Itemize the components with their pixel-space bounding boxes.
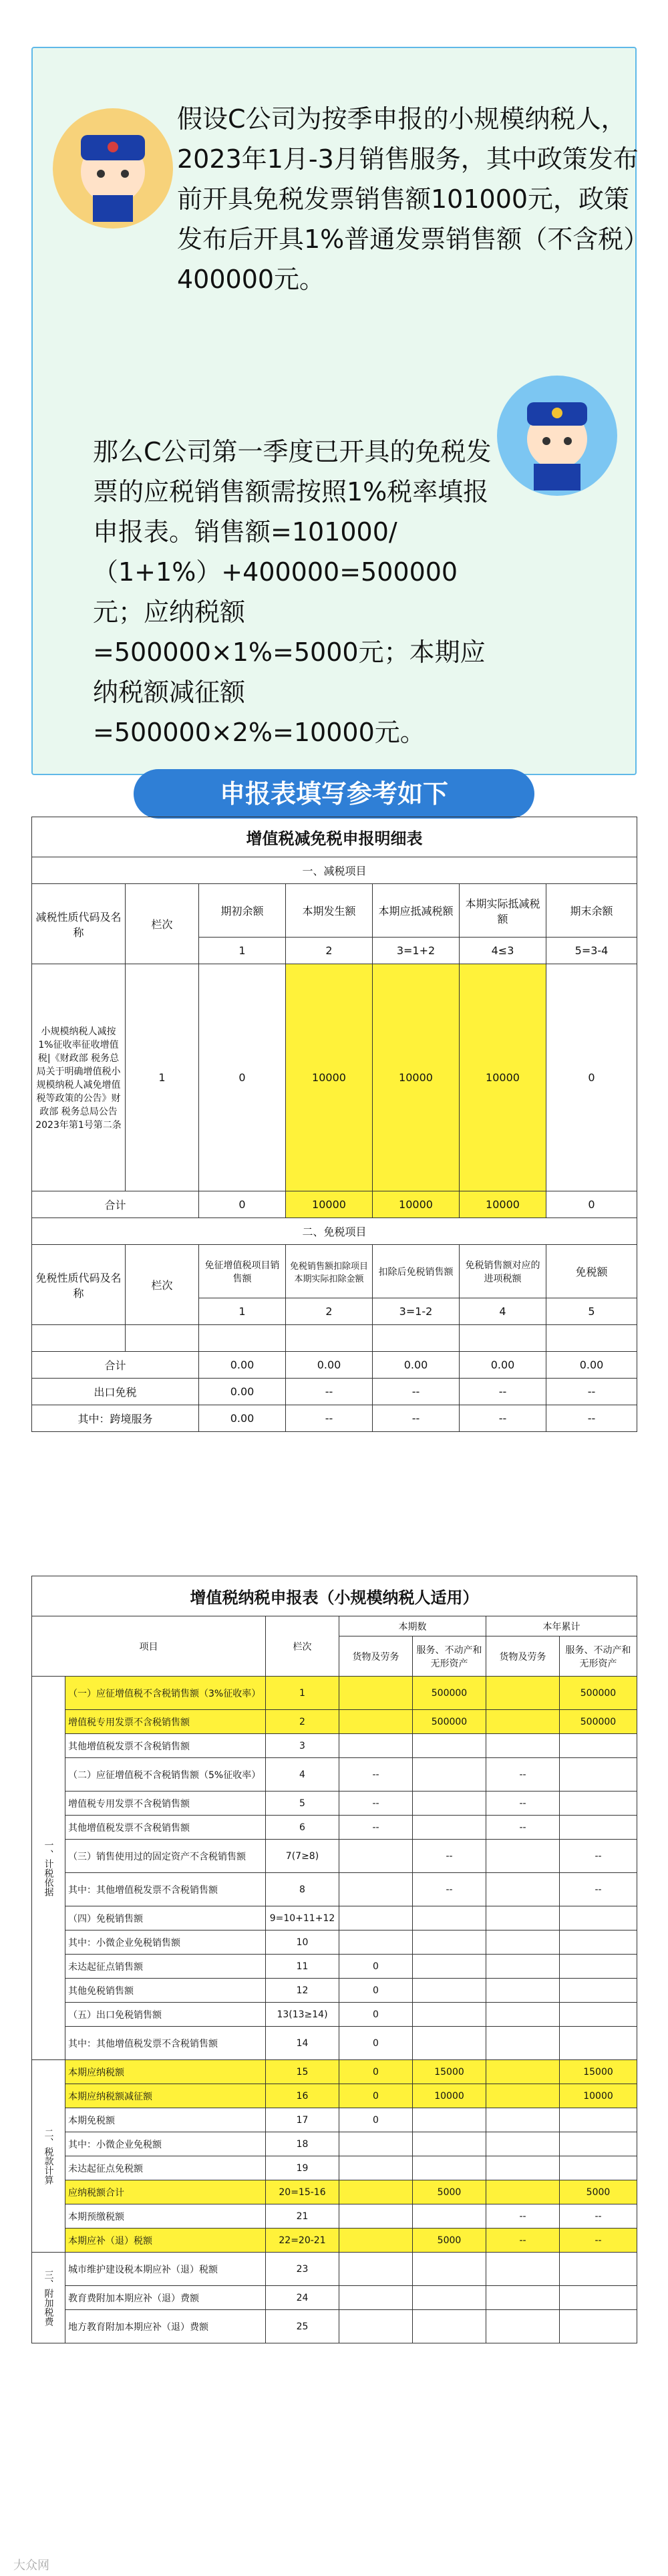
cell	[339, 2180, 413, 2204]
cell	[560, 1758, 637, 1792]
cell	[413, 1906, 486, 1930]
cell	[339, 1840, 413, 1873]
cell	[413, 2027, 486, 2060]
row-no: 9=10+11+12	[266, 1906, 339, 1930]
cell: --	[460, 1379, 546, 1405]
cell: --	[546, 1379, 637, 1405]
row-no: 4	[266, 1758, 339, 1792]
cell: --	[373, 1405, 460, 1432]
header-goods: 货物及劳务	[339, 1636, 413, 1677]
table-row	[32, 2132, 637, 2156]
cell	[339, 2204, 413, 2229]
header-services: 服务、不动产和无形资产	[560, 1636, 637, 1677]
cell: 0	[199, 964, 286, 1191]
section-banner	[134, 769, 534, 819]
col-no: 5	[546, 1298, 637, 1325]
tax-officer-male-icon	[497, 376, 617, 496]
cell	[339, 1710, 413, 1734]
table-row	[32, 2084, 637, 2108]
header-code: 免税性质代码及名称	[32, 1245, 126, 1325]
col-no: 1	[199, 1298, 286, 1325]
table-row	[32, 2027, 637, 2060]
table-row	[32, 1710, 637, 1734]
cell: 5000	[413, 2229, 486, 2253]
cell	[486, 2027, 560, 2060]
cell	[486, 2253, 560, 2286]
cell	[486, 1734, 560, 1758]
table-row	[32, 1840, 637, 1873]
cell	[560, 1906, 637, 1930]
cell	[486, 1906, 560, 1930]
row-item: 本期预缴税额	[65, 2204, 266, 2229]
table-row	[32, 2286, 637, 2310]
header-services: 服务、不动产和无形资产	[413, 1636, 486, 1677]
header-goods: 货物及劳务	[486, 1636, 560, 1677]
cell	[560, 1979, 637, 2003]
cell	[339, 2310, 413, 2343]
cell: --	[286, 1405, 373, 1432]
cell	[413, 2132, 486, 2156]
col-no: 4	[460, 1298, 546, 1325]
reduction-description: 小规模纳税人减按1%征收率征收增值税|《财政部 税务总局关于明确增值税小规模纳税人减免增值税等政策的公告》财政部 税务总局公告2023年第1号第二条	[32, 964, 126, 1191]
vat-return-table	[31, 1576, 637, 2343]
cell	[560, 2132, 637, 2156]
row-item: 教育费附加本期应补（退）费额	[65, 2286, 266, 2310]
cell: 0.00	[373, 1352, 460, 1379]
cell: 0	[339, 2084, 413, 2108]
cell	[560, 2310, 637, 2343]
table-row	[32, 2253, 637, 2286]
cell	[413, 2253, 486, 2286]
cell	[413, 2108, 486, 2132]
cell	[339, 1677, 413, 1710]
cell	[339, 1734, 413, 1758]
cell	[486, 1979, 560, 2003]
cell	[413, 2204, 486, 2229]
row-item: 其中：小微企业免税额	[65, 2132, 266, 2156]
row-no: 21	[266, 2204, 339, 2229]
cell: 10000	[460, 1191, 546, 1218]
row-no: 11	[266, 1955, 339, 1979]
cell	[560, 2108, 637, 2132]
row-item: 本期免税额	[65, 2108, 266, 2132]
cell	[560, 2286, 637, 2310]
row-item: 增值税专用发票不含税销售额	[65, 1792, 266, 1816]
cell	[339, 2253, 413, 2286]
row-no: 6	[266, 1816, 339, 1840]
row-no: 16	[266, 2084, 339, 2108]
cell: 0.00	[286, 1352, 373, 1379]
row-item: 应纳税额合计	[65, 2180, 266, 2204]
header-cell: 免税销售额对应的进项税额	[460, 1245, 546, 1298]
row-item: （四）免税销售额	[65, 1906, 266, 1930]
header-cell: 本期应抵减税额	[373, 884, 460, 938]
cell: --	[460, 1405, 546, 1432]
cell: --	[486, 1816, 560, 1840]
cell	[560, 2003, 637, 2027]
header-cell: 免税额	[546, 1245, 637, 1298]
cell	[413, 1979, 486, 2003]
cell	[486, 2286, 560, 2310]
cell: 0.00	[460, 1352, 546, 1379]
cell	[486, 2132, 560, 2156]
row-no: 12	[266, 1979, 339, 2003]
row-item: 其他增值税发票不含税销售额	[65, 1734, 266, 1758]
row-no: 19	[266, 2156, 339, 2180]
row-no: 18	[266, 2132, 339, 2156]
header-no: 栏次	[126, 1245, 199, 1325]
row-no: 10	[266, 1930, 339, 1955]
section-label: 三、附加税费	[32, 2253, 65, 2343]
row-no: 5	[266, 1792, 339, 1816]
cell: 10000	[286, 1191, 373, 1218]
cell	[560, 2156, 637, 2180]
cell: --	[339, 1792, 413, 1816]
cell	[486, 2060, 560, 2084]
cell	[560, 1930, 637, 1955]
cell: 0.00	[199, 1405, 286, 1432]
row-no: 17	[266, 2108, 339, 2132]
table-row	[32, 1873, 637, 1906]
cell	[486, 1955, 560, 1979]
cell: 0	[339, 1979, 413, 2003]
cell	[486, 2003, 560, 2027]
cell: 500000	[413, 1710, 486, 1734]
cell: 500000	[560, 1677, 637, 1710]
cell: --	[560, 2204, 637, 2229]
avatar-female-tax-officer	[53, 108, 173, 229]
cell	[486, 2180, 560, 2204]
cell: --	[373, 1379, 460, 1405]
cell	[560, 1955, 637, 1979]
cell	[486, 1930, 560, 1955]
cell	[560, 2253, 637, 2286]
row-no: 8	[266, 1873, 339, 1906]
intro-panel	[31, 47, 637, 775]
cell	[339, 1930, 413, 1955]
table-row	[32, 2204, 637, 2229]
cell: 10000	[460, 964, 546, 1191]
section-label: 一、计税依据	[32, 1677, 65, 2060]
header-cell: 期末余额	[546, 884, 637, 938]
cell: --	[339, 1816, 413, 1840]
cell: --	[560, 1873, 637, 1906]
row-label: 合计	[32, 1352, 199, 1379]
cell: --	[413, 1873, 486, 1906]
row-no: 15	[266, 2060, 339, 2084]
col-no: 5=3-4	[546, 938, 637, 964]
header-cell: 扣除后免税销售额	[373, 1245, 460, 1298]
cell: 0	[199, 1191, 286, 1218]
row-item: 增值税专用发票不含税销售额	[65, 1710, 266, 1734]
col-no: 4≤3	[460, 938, 546, 964]
cell: --	[486, 1792, 560, 1816]
section-label: 二、税款计算	[32, 2060, 65, 2253]
cell	[413, 1792, 486, 1816]
row-no: 3	[266, 1734, 339, 1758]
cell: 0.00	[546, 1352, 637, 1379]
cell	[560, 2027, 637, 2060]
cell	[413, 1734, 486, 1758]
cell	[486, 1677, 560, 1710]
row-no: 23	[266, 2253, 339, 2286]
row-no: 1	[126, 964, 199, 1191]
row-no: 7(7≥8)	[266, 1840, 339, 1873]
banner-title: 申报表填写参考如下	[219, 779, 448, 809]
cell	[413, 2310, 486, 2343]
row-no: 13(13≥14)	[266, 2003, 339, 2027]
cell: 15000	[413, 2060, 486, 2084]
cell: 500000	[560, 1710, 637, 1734]
row-item: 城市维护建设税本期应补（退）税额	[65, 2253, 266, 2286]
cell: 15000	[560, 2060, 637, 2084]
cell: 0	[339, 2060, 413, 2084]
row-no: 22=20-21	[266, 2229, 339, 2253]
cell: 0	[339, 2003, 413, 2027]
row-no: 20=15-16	[266, 2180, 339, 2204]
row-no: 2	[266, 1710, 339, 1734]
cell	[339, 2156, 413, 2180]
col-no: 2	[286, 1298, 373, 1325]
cell: 0	[546, 964, 637, 1191]
cell: --	[546, 1405, 637, 1432]
row-item: （五）出口免税销售额	[65, 2003, 266, 2027]
cell	[339, 1906, 413, 1930]
header-cell: 本期发生额	[286, 884, 373, 938]
row-no: 14	[266, 2027, 339, 2060]
row-item: 其他免税销售额	[65, 1979, 266, 2003]
cell: 0	[546, 1191, 637, 1218]
header-year: 本年累计	[486, 1616, 637, 1636]
table-row	[32, 1816, 637, 1840]
col-no: 3=1-2	[373, 1298, 460, 1325]
reduction-section-label: 一、减税项目	[32, 857, 637, 884]
cell: --	[560, 2229, 637, 2253]
table-row	[32, 2310, 637, 2343]
row-no: 24	[266, 2286, 339, 2310]
row-item: 其他增值税发票不含税销售额	[65, 1816, 266, 1840]
table-row	[32, 2156, 637, 2180]
table-row	[32, 2060, 637, 2084]
header-current: 本期数	[339, 1616, 486, 1636]
cell	[413, 1955, 486, 1979]
cell: --	[486, 2229, 560, 2253]
total-label: 合计	[32, 1191, 199, 1218]
col-no: 1	[199, 938, 286, 964]
row-item: 本期应纳税额	[65, 2060, 266, 2084]
cell	[486, 1840, 560, 1873]
row-item: 其中：小微企业免税销售额	[65, 1930, 266, 1955]
cell	[413, 1930, 486, 1955]
cell: 10000	[373, 964, 460, 1191]
cell: --	[286, 1379, 373, 1405]
cell: --	[413, 1840, 486, 1873]
col-no: 3=1+2	[373, 938, 460, 964]
row-item: （三）销售使用过的固定资产不含税销售额	[65, 1840, 266, 1873]
header-no: 栏次	[126, 884, 199, 964]
cell	[486, 1710, 560, 1734]
table-row	[32, 1955, 637, 1979]
row-item: 其中：其他增值税发票不含税销售额	[65, 1873, 266, 1906]
row-no: 1	[266, 1677, 339, 1710]
cell: 0	[339, 2027, 413, 2060]
row-no: 25	[266, 2310, 339, 2343]
table-a-title: 增值税减免税申报明细表	[32, 817, 637, 857]
table-row	[32, 1792, 637, 1816]
cell: --	[486, 2204, 560, 2229]
cell	[486, 1873, 560, 1906]
cell: 10000	[373, 1191, 460, 1218]
cell	[339, 2229, 413, 2253]
cell: --	[486, 1758, 560, 1792]
cell: 5000	[560, 2180, 637, 2204]
table-row	[32, 2003, 637, 2027]
header-cell: 免税销售额扣除项目本期实际扣除金额	[286, 1245, 373, 1298]
header-cell: 免征增值税项目销售额	[199, 1245, 286, 1298]
header-cell: 本期实际抵减税额	[460, 884, 546, 938]
intro-paragraph-2: 那么C公司第一季度已开具的免税发票的应税销售额需按照1%税率填报申报表。销售额=101000/（1+1%）+400000=500000元；应纳税额=500000×1%=5000元；本期应纳税额减征额=500000×2%=10000元。	[93, 437, 492, 747]
row-item: 未达起征点免税额	[65, 2156, 266, 2180]
cell	[413, 2003, 486, 2027]
table-row	[32, 1677, 637, 1710]
cell	[486, 2310, 560, 2343]
row-item: 本期应补（退）税额	[65, 2229, 266, 2253]
header-cell: 期初余额	[199, 884, 286, 938]
tax-officer-female-icon	[53, 108, 173, 229]
cell	[413, 1816, 486, 1840]
row-item: （二）应征增值税不含税销售额（5%征收率）	[65, 1758, 266, 1792]
col-no: 2	[286, 938, 373, 964]
table-row	[32, 1906, 637, 1930]
cell: 500000	[413, 1677, 486, 1710]
table-row	[32, 2229, 637, 2253]
cell: --	[339, 1758, 413, 1792]
cell	[486, 2108, 560, 2132]
header-item: 项目	[32, 1616, 266, 1677]
row-item: （一）应征增值税不含税销售额（3%征收率）	[65, 1677, 266, 1710]
row-item: 未达起征点销售额	[65, 1955, 266, 1979]
cell	[486, 2084, 560, 2108]
table-row	[32, 2180, 637, 2204]
row-label: 出口免税	[32, 1379, 199, 1405]
header-no: 栏次	[266, 1616, 339, 1677]
table-row	[32, 1930, 637, 1955]
cell: 10000	[413, 2084, 486, 2108]
table-row	[32, 1758, 637, 1792]
cell: --	[560, 1840, 637, 1873]
row-item: 地方教育附加本期应补（退）费额	[65, 2310, 266, 2343]
cell: 5000	[413, 2180, 486, 2204]
table-row	[32, 1979, 637, 2003]
exemption-section-label: 二、免税项目	[32, 1218, 637, 1245]
table-b-title: 增值税纳税申报表（小规模纳税人适用）	[32, 1576, 637, 1616]
cell	[413, 2286, 486, 2310]
cell	[339, 2286, 413, 2310]
cell	[560, 1816, 637, 1840]
cell: 0.00	[199, 1379, 286, 1405]
header-code: 减税性质代码及名称	[32, 884, 126, 964]
intro-paragraph-1: 假设C公司为按季申报的小规模纳税人，2023年1月-3月销售服务，其中政策发布前开具免税发票销售额101000元，政策发布后开具1%普通发票销售额（不含税）400000元。	[177, 104, 639, 294]
row-label: 其中：跨境服务	[32, 1405, 199, 1432]
cell	[560, 1734, 637, 1758]
cell: 0	[339, 2108, 413, 2132]
cell: 0	[339, 1955, 413, 1979]
cell: 10000	[286, 964, 373, 1191]
row-item: 本期应纳税额减征额	[65, 2084, 266, 2108]
cell	[413, 1758, 486, 1792]
table-row	[32, 2108, 637, 2132]
cell	[486, 2156, 560, 2180]
vat-exemption-table	[31, 817, 637, 1432]
cell	[413, 2156, 486, 2180]
cell: 10000	[560, 2084, 637, 2108]
cell	[560, 1792, 637, 1816]
cell: 0.00	[199, 1352, 286, 1379]
row-item: 其中：其他增值税发票不含税销售额	[65, 2027, 266, 2060]
cell	[339, 2132, 413, 2156]
footer-watermark: 大众网	[13, 2559, 49, 2573]
avatar-male-tax-officer	[497, 376, 617, 496]
cell	[339, 1873, 413, 1906]
table-row	[32, 1734, 637, 1758]
